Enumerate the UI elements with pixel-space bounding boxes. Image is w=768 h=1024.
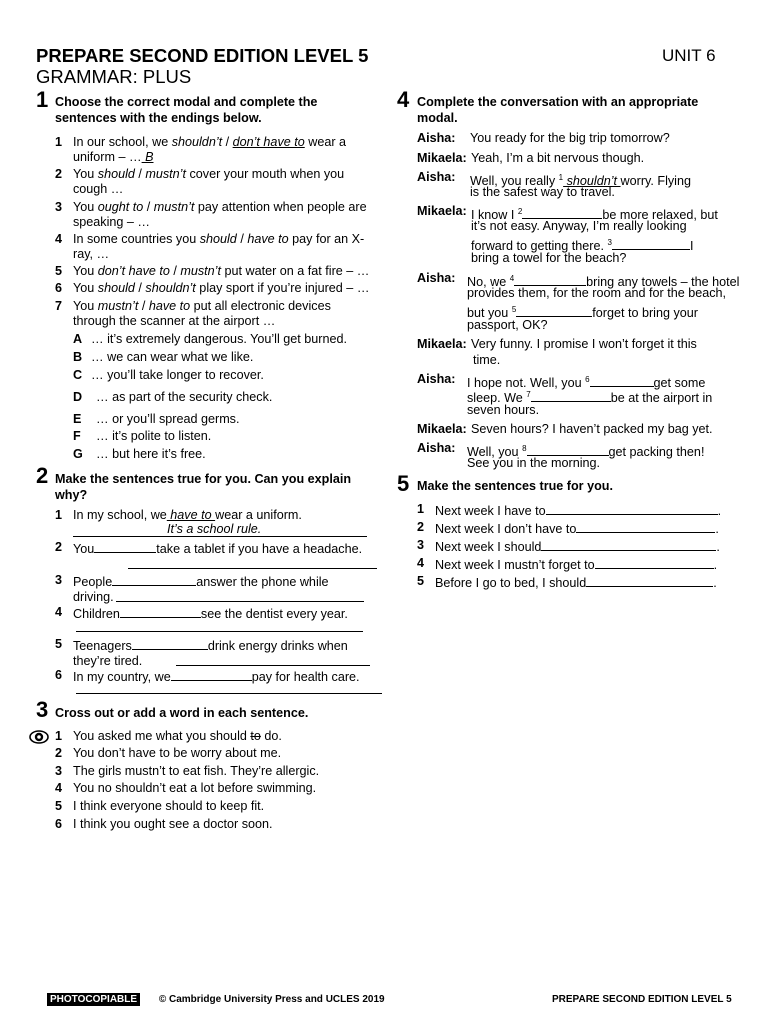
item-number: 1	[55, 508, 63, 522]
list-item: I think everyone should to keep fit.	[73, 799, 265, 813]
list-item: Children see the dentist every year.	[73, 607, 348, 621]
answer-blank[interactable]	[576, 520, 715, 533]
copyright: © Cambridge University Press and UCLES 2019	[158, 994, 385, 1005]
page-title: PREPARE SECOND EDITION LEVEL 5	[36, 45, 369, 66]
list-item: In our school, we shouldn’t / don’t have to wear a uniform – … B	[73, 135, 347, 164]
answer-blank[interactable]	[94, 540, 156, 553]
ending-text: … it’s extremely dangerous. You’ll get burned.	[91, 332, 347, 346]
answer-blank[interactable]	[531, 389, 611, 402]
ending-letter: A	[73, 332, 83, 346]
dialogue-line: Yeah, I’m a bit nervous though.	[471, 151, 645, 165]
list-item: You don’t have to be worry about me.	[73, 746, 282, 760]
item-number: 1	[417, 502, 425, 516]
ending-text: … it’s polite to listen.	[96, 429, 212, 443]
item-number: 7	[55, 299, 63, 313]
item-number: 4	[55, 781, 63, 795]
item-number: 2	[55, 540, 63, 554]
item-number: 4	[55, 232, 63, 246]
answer-blank[interactable]	[546, 502, 718, 515]
list-item: Next week I should .	[435, 540, 720, 554]
item-number: 6	[55, 281, 63, 295]
photocopiable-badge: PHOTOCOPIABLE	[47, 993, 140, 1006]
ending-letter: E	[73, 412, 82, 426]
footer-right: PREPARE SECOND EDITION LEVEL 5	[552, 994, 732, 1005]
answer-blank[interactable]	[132, 637, 208, 650]
ending-text: … as part of the security check.	[96, 390, 273, 404]
list-item: In my school, we have to wear a uniform.	[73, 508, 302, 522]
list-item: You no shouldn’t eat a lot before swimming.	[73, 781, 317, 795]
list-item: I think you ought see a doctor soon.	[73, 817, 273, 831]
answer-blank[interactable]	[541, 538, 716, 551]
answer-blank[interactable]	[586, 574, 713, 587]
speaker-name: Aisha:	[417, 131, 456, 145]
dialogue-line: You ready for the big trip tomorrow?	[470, 131, 670, 145]
list-item: You don’t have to / mustn’t put water on a fat fire – …	[73, 264, 370, 278]
item-number: 3	[55, 573, 63, 587]
dialogue-line: forward to getting there. $^3$ I	[471, 238, 694, 254]
answer-blank[interactable]	[612, 237, 690, 250]
answer-line[interactable]	[128, 568, 377, 569]
section-3-instruction: Cross out or add a word in each sentence.	[55, 706, 309, 720]
list-item: People answer the phone while driving.	[73, 575, 329, 604]
crossed-word: to	[250, 729, 261, 743]
item-number: 5	[55, 799, 63, 813]
section-3-number: 3	[36, 697, 49, 722]
section-5-instruction: Make the sentences true for you.	[417, 479, 613, 493]
ending-letter: F	[73, 429, 81, 443]
ending-text: … you’ll take longer to recover.	[91, 368, 264, 382]
answer-text: B	[141, 150, 154, 164]
footer-left	[47, 992, 385, 1007]
ending-text: … we can wear what we like.	[91, 350, 254, 364]
dialogue-line: passport, OK?	[467, 318, 548, 332]
unit-label: UNIT 6	[662, 46, 716, 65]
answer-blank[interactable]	[590, 374, 654, 387]
answer-line[interactable]	[76, 693, 382, 694]
list-item: You ought to / mustn’t pay attention when people are speaking – …	[73, 200, 367, 229]
list-item: Next week I mustn’t forget to .	[435, 558, 718, 572]
answer-blank[interactable]	[522, 206, 602, 219]
item-number: 1	[55, 729, 63, 743]
item-number: 6	[55, 817, 63, 831]
page-subtitle: GRAMMAR: PLUS	[36, 66, 192, 87]
dialogue-line: No, we $^4$ bring any towels – the hotel	[467, 274, 740, 290]
answer-blank[interactable]	[171, 668, 252, 681]
item-number: 5	[55, 264, 63, 278]
answer-blank[interactable]	[516, 304, 592, 317]
answer-text: It’s a school rule.	[167, 522, 262, 536]
dialogue-line: but you $^5$ forget to bring your	[467, 305, 698, 321]
ending-letter: B	[73, 350, 83, 364]
dialogue-line: provides them, for the room and for the beach,	[467, 286, 727, 300]
section-1-number: 1	[36, 87, 49, 112]
dialogue-line: Well, you really $^1$ shouldn’t worry. Flying	[470, 173, 691, 189]
section-4-instruction: Complete the conversation with an appropriate modal.	[417, 95, 699, 125]
dialogue-line: See you in the morning.	[467, 456, 601, 470]
answer-text: have to	[166, 508, 216, 522]
dialogue-line: I know I $^2$ be more relaxed, but	[471, 207, 718, 223]
speaker-name: Aisha:	[417, 170, 456, 184]
ending-text: … but here it’s free.	[96, 447, 206, 461]
ending-letter: G	[73, 447, 83, 461]
list-item: You should / mustn’t cover your mouth when you cough …	[73, 167, 345, 196]
answer-blank[interactable]	[527, 443, 609, 456]
list-item: Next week I have to .	[435, 504, 722, 518]
item-number: 3	[55, 764, 63, 778]
section-1-instruction: Choose the correct modal and complete the sentences with the endings below.	[55, 95, 318, 125]
list-item: In some countries you should / have to pay for an X-ray, …	[73, 232, 365, 261]
item-number: 4	[55, 605, 63, 619]
dialogue-line: seven hours.	[467, 403, 540, 417]
item-number: 3	[55, 200, 63, 214]
answer-blank[interactable]	[514, 273, 586, 286]
item-number: 3	[417, 538, 425, 552]
item-number: 2	[55, 746, 63, 760]
item-number: 5	[417, 574, 425, 588]
dialogue-line: bring a towel for the beach?	[471, 251, 627, 265]
answer-blank[interactable]	[120, 605, 201, 618]
section-2-number: 2	[36, 463, 49, 488]
ending-text: … or you’ll spread germs.	[96, 412, 240, 426]
speaker-name: Aisha:	[417, 271, 456, 285]
speaker-name: Aisha:	[417, 372, 456, 386]
list-item: The girls mustn’t to eat fish. They’re allergic.	[73, 764, 320, 778]
dialogue-line: is the safest way to travel.	[470, 185, 615, 199]
dialogue-line: time.	[473, 353, 501, 367]
list-item: Before I go to bed, I should .	[435, 576, 717, 590]
section-4-number: 4	[397, 87, 410, 112]
section-5-number: 5	[397, 471, 410, 496]
dialogue-line: Seven hours? I haven’t packed my bag yet.	[471, 422, 713, 436]
answer-blank[interactable]	[112, 573, 196, 586]
list-item: You should / shouldn’t play sport if you’re injured – …	[73, 281, 370, 295]
answer-line[interactable]	[116, 601, 364, 602]
speaker-name: Mikaela:	[417, 337, 467, 351]
ending-letter: C	[73, 368, 83, 382]
answer-line[interactable]	[176, 665, 370, 666]
ending-letter: D	[73, 390, 83, 404]
speaker-name: Aisha:	[417, 441, 456, 455]
item-number: 1	[55, 135, 63, 149]
answer-text: shouldn’t	[563, 174, 621, 189]
item-number: 2	[55, 167, 63, 181]
list-item: You mustn’t / have to put all electronic devices through the scanner at the airport …	[73, 299, 331, 328]
list-item: You take a tablet if you have a headache.	[73, 542, 363, 556]
speaker-name: Mikaela:	[417, 151, 467, 165]
list-item: Teenagers drink energy drinks when they’re tired.	[73, 639, 348, 668]
dialogue-line: it’s not easy. Anyway, I’m really looking	[471, 219, 687, 233]
section-2-instruction: Make the sentences true for you. Can you explain why?	[55, 472, 352, 502]
list-item: Next week I don’t have to .	[435, 522, 719, 536]
item-number: 5	[55, 637, 63, 651]
answer-line[interactable]	[76, 631, 363, 632]
item-number: 4	[417, 556, 425, 570]
dialogue-line: sleep. We $^7$ be at the airport in	[467, 390, 713, 406]
speaker-name: Mikaela:	[417, 422, 467, 436]
dialogue-line: Very funny. I promise I won’t forget it this	[471, 337, 697, 351]
item-number: 6	[55, 668, 63, 682]
list-item: In my country, we pay for health care.	[73, 670, 360, 684]
speaker-name: Mikaela:	[417, 204, 467, 218]
item-number: 2	[417, 520, 425, 534]
eye-icon	[29, 729, 49, 745]
dialogue-line: Well, you $^8$ get packing then!	[467, 444, 705, 460]
list-item: You asked me what you should to do.	[73, 729, 282, 743]
dialogue-line: I hope not. Well, you $^6$ get some	[467, 375, 706, 391]
answer-blank[interactable]	[595, 556, 714, 569]
